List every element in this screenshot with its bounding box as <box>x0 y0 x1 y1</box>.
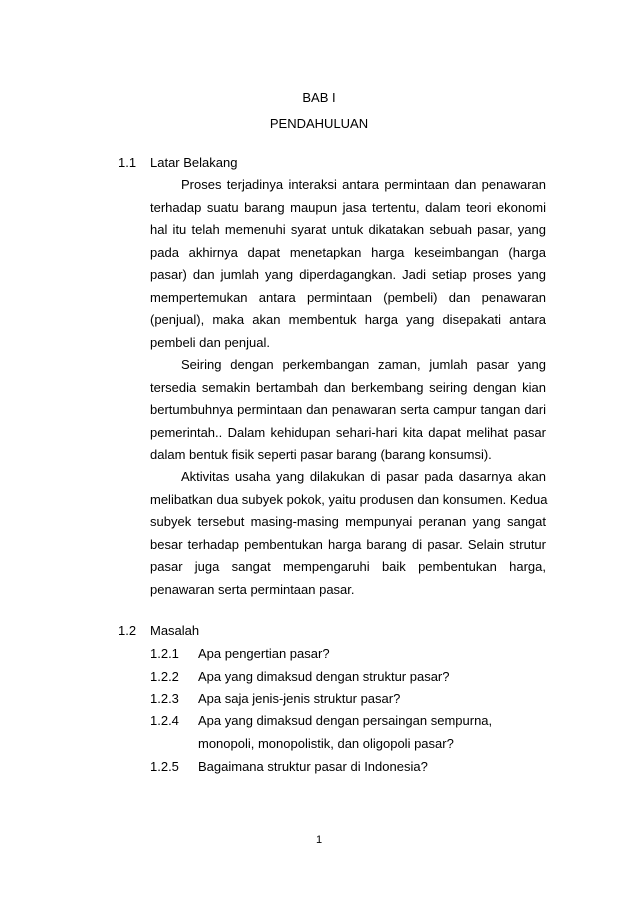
problem-text: Apa yang dimaksud dengan persaingan sempurna, <box>198 713 493 728</box>
text-line: pasar juga sangat mempengaruhi baik pembentukan harga, <box>150 559 546 575</box>
text-line: pemerintah.. Dalam kehidupan sehari-hari kita dapat melihat pasar <box>150 424 546 440</box>
problem-text: Apa saja jenis-jenis struktur pasar? <box>198 691 401 706</box>
text-line: pembeli dan penjual. <box>150 334 270 350</box>
text-line: hal itu telah memenuhi syarat untuk dikatakan sebuah pasar, yang <box>150 222 546 238</box>
problem-number: 1.2.4 <box>150 713 179 728</box>
text-line: pasar) dan jumlah yang diperdagangkan. Jadi setiap proses yang <box>150 267 546 283</box>
text-line: terhadap suatu barang maupun jasa tertentu, dalam teori ekonomi <box>150 199 546 215</box>
section-1-2-number: 1.2 <box>118 623 137 638</box>
text-line: melibatkan dua subyek pokok, yaitu produsen dan konsumen. Kedua <box>150 491 548 507</box>
section-1-1-number: 1.1 <box>118 155 137 170</box>
text-line: besar terhadap pembentukan harga barang di pasar. Selain strutur <box>150 536 546 552</box>
problem-number: 1.2.3 <box>150 691 179 706</box>
problem-text: Apa yang dimaksud dengan struktur pasar? <box>198 669 450 684</box>
paragraph-3 <box>150 466 546 601</box>
text-line: dalam bentuk fisik seperti pasar barang (barang konsumsi). <box>150 447 492 463</box>
paragraph-2 <box>150 354 546 467</box>
text-line: mempertemukan antara permintaan (pembeli) dan penawaran <box>150 289 546 305</box>
chapter-label: BAB I <box>302 90 336 105</box>
text-line: pada akhirnya dapat menetapkan harga keseimbangan (harga <box>150 244 546 260</box>
paragraph-1 <box>150 174 546 354</box>
section-1-2-title: Masalah <box>150 623 200 638</box>
text-line: subyek tersebut masing-masing mempunyai peranan yang sangat <box>150 514 546 530</box>
text-line: Proses terjadinya interaksi antara permintaan dan penawaran <box>181 177 546 192</box>
problem-text: Bagaimana struktur pasar di Indonesia? <box>198 759 428 774</box>
text-line: Aktivitas usaha yang dilakukan di pasar pada dasarnya akan <box>181 469 546 484</box>
problem-number: 1.2.1 <box>150 646 179 661</box>
text-line: Seiring dengan perkembangan zaman, jumlah pasar yang <box>181 357 546 372</box>
chapter-title: PENDAHULUAN <box>269 116 369 131</box>
text-line: penawaran serta permintaan pasar. <box>150 581 355 597</box>
problem-text-continued: monopoli, monopolistik, dan oligopoli pasar? <box>198 736 454 751</box>
problem-number: 1.2.5 <box>150 759 179 774</box>
section-1-1-title: Latar Belakang <box>150 155 238 170</box>
problem-text: Apa pengertian pasar? <box>198 646 330 661</box>
page-number: 1 <box>315 834 323 846</box>
text-line: bertumbuhnya permintaan dan penawaran serta campur tangan dari <box>150 402 546 418</box>
problem-number: 1.2.2 <box>150 669 179 684</box>
text-line: tersedia semakin bertambah dan berkembang seiring dengan kian <box>150 379 546 395</box>
text-line: (penjual), maka akan membentuk harga yang disepakati antara <box>150 312 546 328</box>
